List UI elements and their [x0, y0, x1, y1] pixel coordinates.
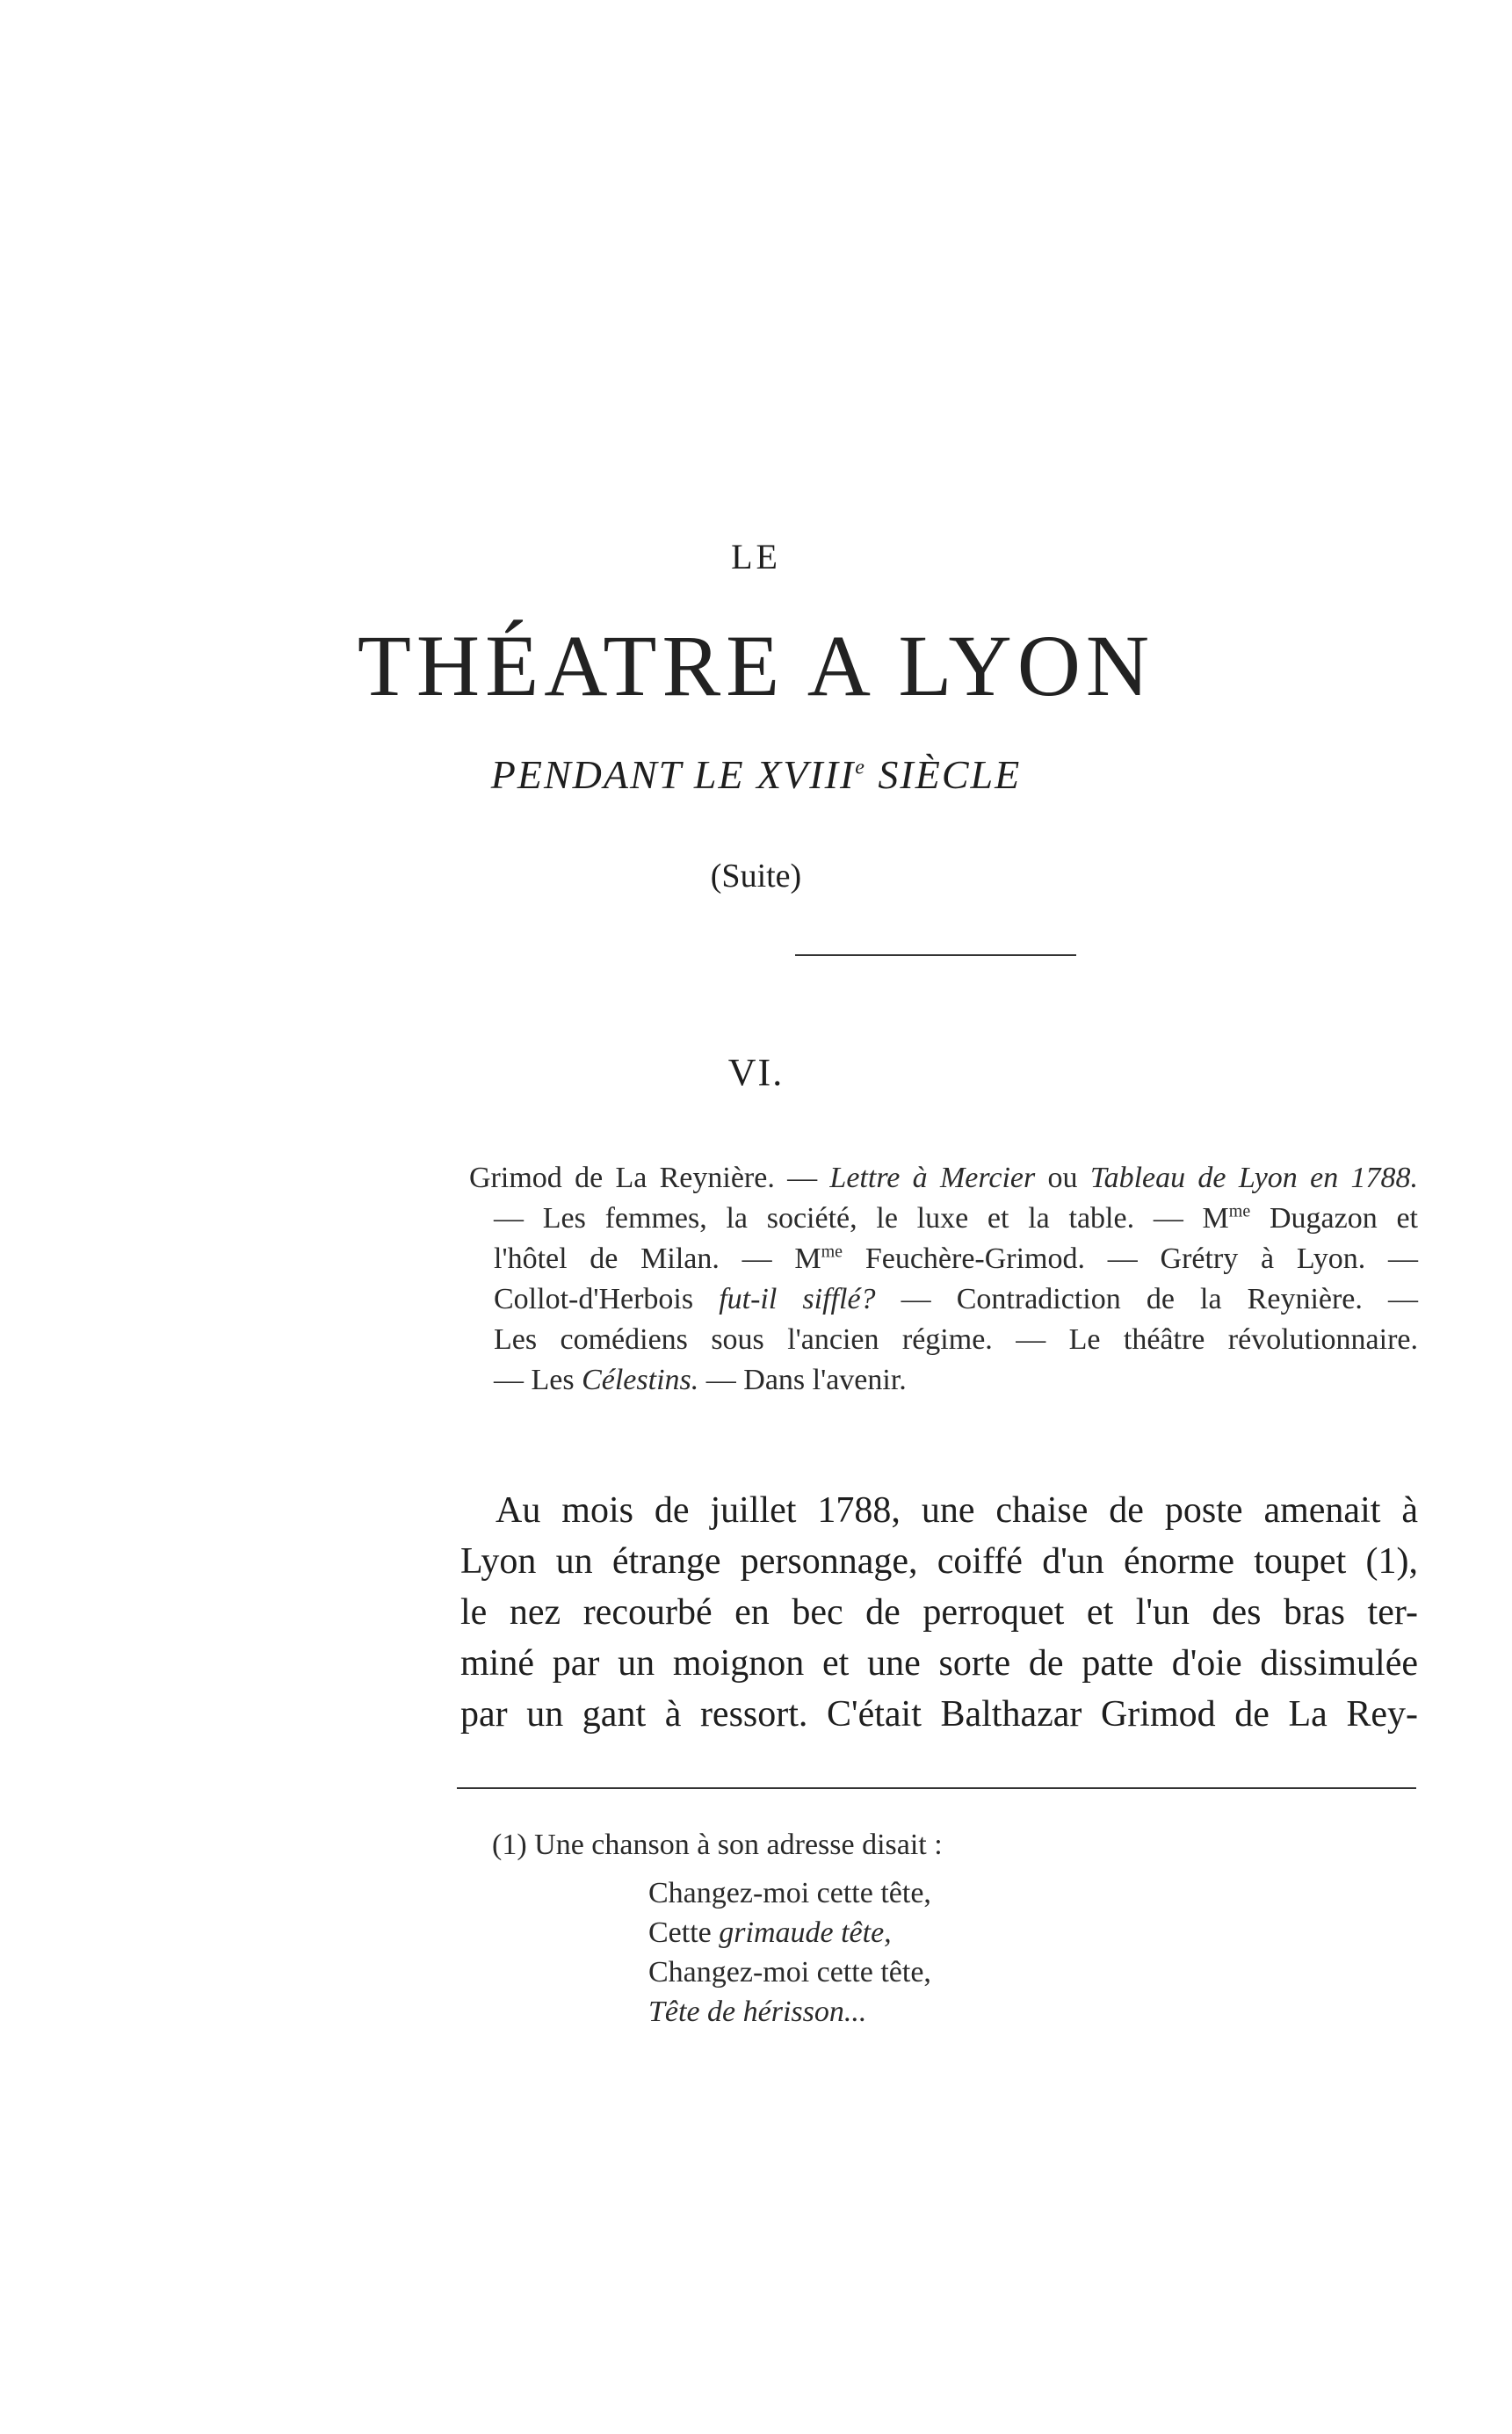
verse-line [648, 1913, 931, 1952]
body-line: Lyon un étrange personnage, coiffé d'un énorme toupet (1), [460, 1541, 1418, 1582]
footnote-text: Une chanson à son adresse disait : [526, 1829, 943, 1861]
summary-text: — Les [494, 1364, 582, 1396]
summary-line [469, 1199, 1418, 1239]
verse-text: Cette [648, 1916, 720, 1949]
body-line: par un gant à ressort. C'était Balthazar Grimod de La Rey- [460, 1694, 1418, 1735]
subtitle [0, 751, 1512, 798]
verse-line: Tête de hérisson... [648, 1996, 867, 2028]
page-title: THÉATRE A LYON [357, 617, 1155, 714]
summary-superscript: me [821, 1242, 843, 1262]
pre-title: LE [731, 537, 781, 576]
summary-text: Grimod de La Reynière. — [469, 1162, 830, 1194]
body-line: Au mois de juillet 1788, une chaise de poste amenait à [496, 1490, 1418, 1531]
summary-line [469, 1158, 1418, 1199]
verse-line: Changez-moi cette tête, [648, 1956, 931, 1988]
summary-text: ou [1035, 1162, 1090, 1194]
subtitle-main: PENDANT LE XVIII [490, 752, 856, 797]
verse-line: Changez-moi cette tête, [648, 1877, 931, 1909]
summary-line: Les comédiens sous l'ancien régime. — Le théâtre révolutionnaire. [494, 1323, 1418, 1356]
verse-italic: grimaude tête, [719, 1916, 892, 1949]
summary-text: Feuchère-Grimod. — Grétry à Lyon. — [843, 1242, 1419, 1275]
section-number: VI. [727, 1051, 785, 1094]
summary-italic: Célestins. [582, 1364, 699, 1396]
body-paragraph [460, 1485, 1418, 1740]
footnote-marker: (1) [492, 1829, 527, 1861]
summary-italic: Lettre à Mercier [829, 1162, 1036, 1194]
suite-label: (Suite) [710, 858, 802, 895]
body-line: miné par un moignon et une sorte de patte d'oie dissimulée [460, 1643, 1418, 1684]
summary-text: Dugazon et [1250, 1202, 1418, 1235]
summary-line [469, 1279, 1418, 1320]
summary-text: — Les femmes, la société, le luxe et la table. — M [494, 1202, 1229, 1235]
footnote-divider [457, 1787, 1416, 1789]
summary-text: l'hôtel de Milan. — M [494, 1242, 821, 1275]
footnote [492, 1826, 943, 1865]
summary-italic: fut-il sifflé? [719, 1283, 876, 1315]
chapter-summary [469, 1158, 1418, 1401]
summary-italic: Tableau de Lyon en 1788. [1089, 1162, 1418, 1194]
summary-superscript: me [1228, 1201, 1251, 1221]
summary-text: Collot-d'Herbois [494, 1283, 720, 1315]
subtitle-superscript: e [855, 756, 866, 779]
footnote-verse [648, 1873, 931, 2032]
summary-line [469, 1360, 1418, 1401]
title-divider [795, 954, 1076, 956]
body-line: le nez recourbé en bec de perroquet et l'un des bras ter- [460, 1592, 1418, 1633]
summary-text: — Contradiction de la Reynière. — [875, 1283, 1418, 1315]
subtitle-end: SIÈCLE [865, 752, 1022, 797]
summary-text: — Dans l'avenir. [698, 1364, 907, 1396]
summary-line [469, 1239, 1418, 1279]
